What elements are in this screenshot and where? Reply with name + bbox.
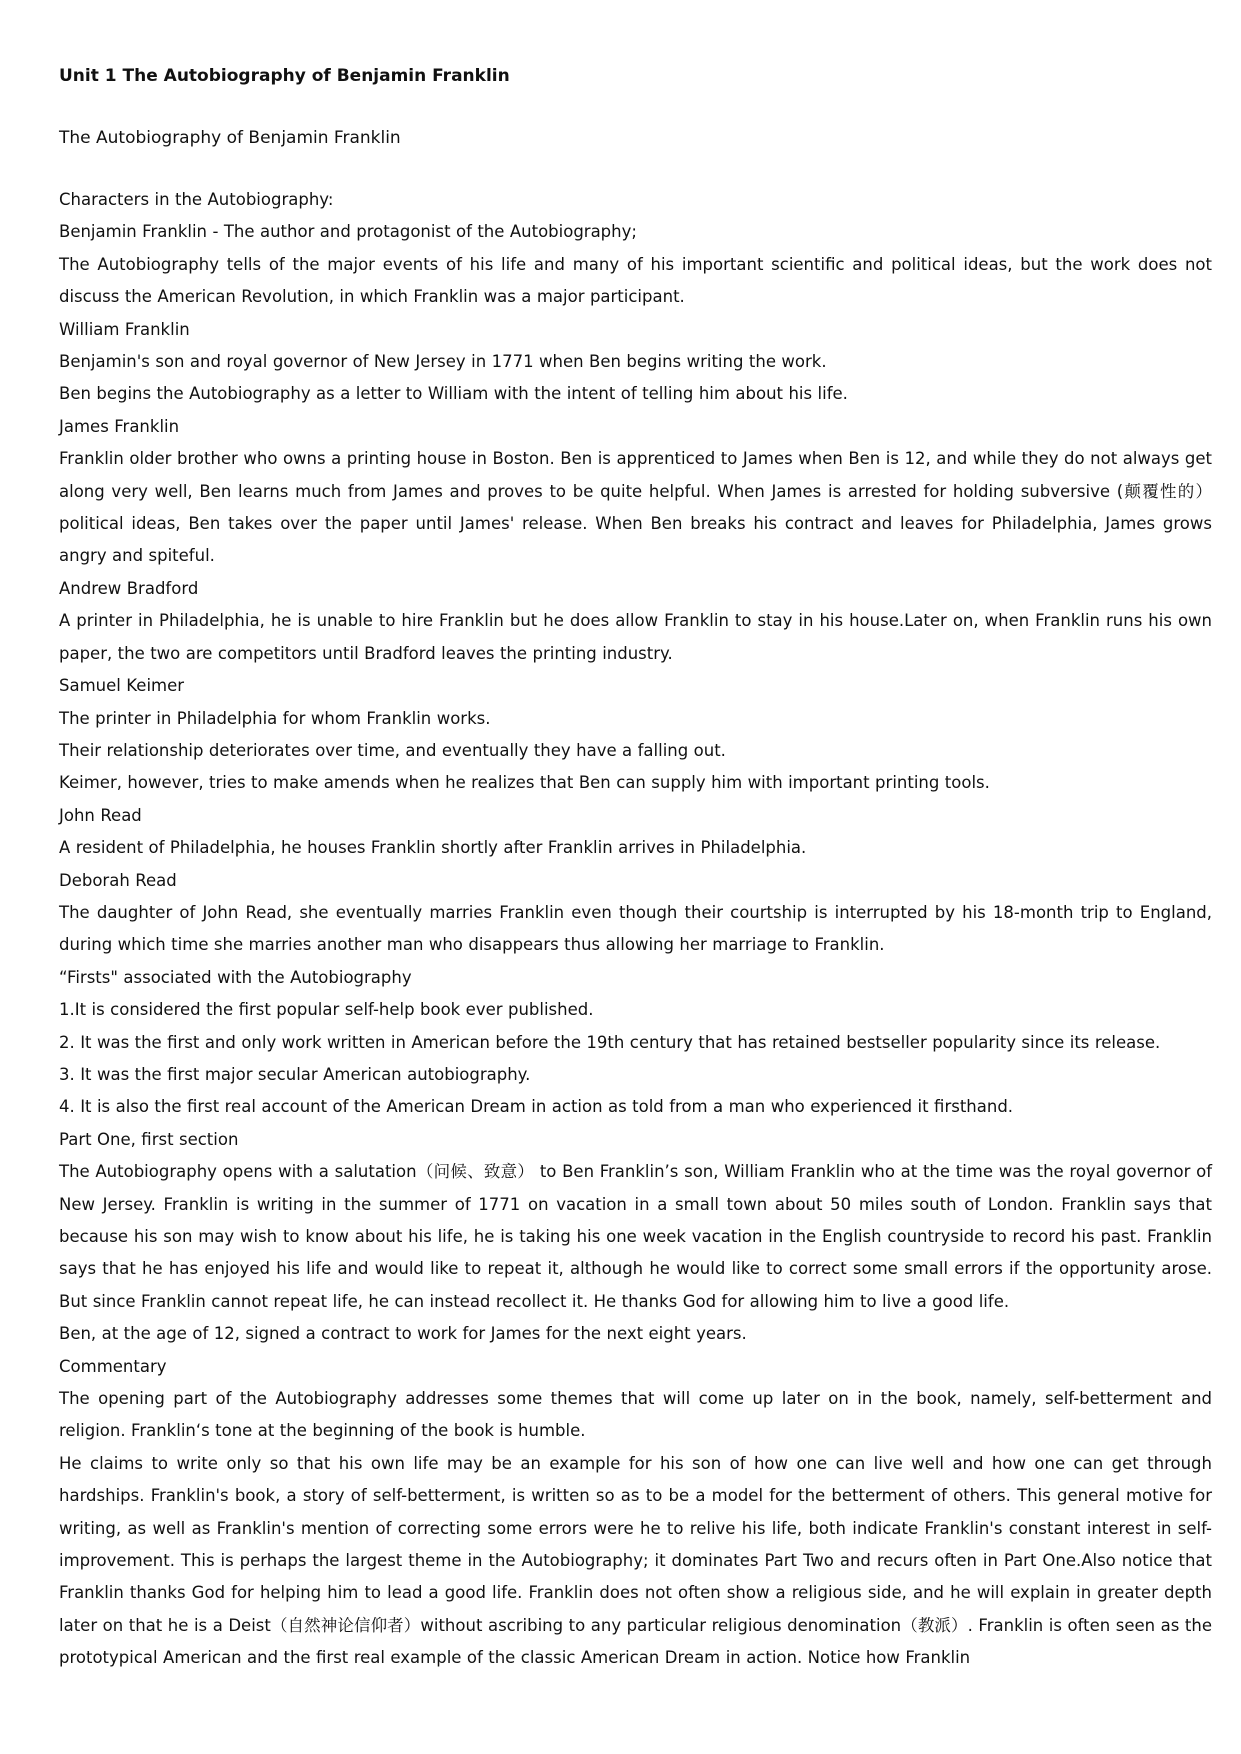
character-heading: Andrew Bradford [59, 578, 199, 598]
character-heading: William Franklin [59, 319, 190, 339]
paragraph: The daughter of John Read, she eventually marries Franklin even though their courtship is interrupted by his 18-month trip to England, during which time she marries another man who disappears thus allowing her marriage to Franklin. [59, 902, 1212, 955]
document-subtitle: The Autobiography of Benjamin Franklin [59, 128, 401, 148]
character-heading: Deborah Read [59, 870, 177, 890]
paragraph: A resident of Philadelphia, he houses Franklin shortly after Franklin arrives in Philadelphia. [59, 838, 807, 858]
character-heading: James Franklin [59, 416, 180, 436]
paragraph: The Autobiography opens with a salutation（问候、致意） to Ben Franklin’s son, William Franklin who at the time was the royal governor of New Jersey. Franklin is writing in the summer of 1771 on vacation in a small town about 50 miles south of London. Franklin says that because his son may wish to know about his life, he is taking his one week vacation in the English countryside to record his past. Franklin says that he has enjoyed his life and would like to repeat it, although he would like to correct some small errors if the opportunity arose. But since Franklin cannot repeat life, he can instead recollect it. He thanks God for allowing him to live a good life. [59, 1162, 1212, 1311]
list-item: 1.It is considered the first popular self-help book ever published. [59, 1000, 594, 1020]
character-heading: John Read [59, 805, 142, 825]
paragraph: Their relationship deteriorates over time, and eventually they have a falling out. [59, 740, 726, 760]
list-item: 4. It is also the first real account of the American Dream in action as told from a man who experienced it firsthand. [59, 1097, 1014, 1117]
paragraph: A printer in Philadelphia, he is unable to hire Franklin but he does allow Franklin to stay in his house.Later on, when Franklin runs his own paper, the two are competitors until Bradford leaves the printing industry. [59, 611, 1212, 663]
section-heading: Commentary [59, 1356, 167, 1376]
document-page [59, 60, 1212, 1675]
paragraph: He claims to write only so that his own life may be an example for his son of how one can live well and how one can get through hardships. Franklin's book, a story of self-betterment, is written so as to be a model for the betterment of others. This general motive for writing, as well as Franklin's mention of correcting some errors were he to relive his life, both indicate Franklin's constant interest in self-improvement. This is perhaps the largest theme in the Autobiography; it dominates Part Two and recurs often in Part One.Also notice that Franklin thanks God for helping him to lead a good life. Franklin does not often show a religious side, and he will explain in greater depth later on that he is a Deist（自然神论信仰者）without ascribing to any particular religious denomination（教派）. Franklin is often seen as the prototypical American and the first real example of the classic American Dream in action. Notice how Franklin [59, 1453, 1212, 1668]
paragraph: Ben begins the Autobiography as a letter to William with the intent of telling him about his life. [59, 384, 848, 404]
list-item: 3. It was the first major secular American autobiography. [59, 1064, 531, 1084]
paragraph: The printer in Philadelphia for whom Franklin works. [59, 708, 491, 728]
paragraph: Ben, at the age of 12, signed a contract to work for James for the next eight years. [59, 1324, 747, 1344]
paragraph: The Autobiography tells of the major events of his life and many of his important scientific and political ideas, but the work does not discuss the American Revolution, in which Franklin was a major participant. [59, 254, 1212, 307]
paragraph: Benjamin Franklin - The author and protagonist of the Autobiography; [59, 222, 637, 242]
section-heading: Part One, first section [59, 1129, 239, 1149]
document-title: Unit 1 The Autobiography of Benjamin Franklin [59, 66, 510, 86]
list-item: 2. It was the first and only work written in American before the 19th century that has retained bestseller popularity since its release. [59, 1032, 1161, 1052]
paragraph: Franklin older brother who owns a printing house in Boston. Ben is apprenticed to James when Ben is 12, and while they do not always get along very well, Ben learns much from James and proves to be quite helpful. When James is arrested for holding subversive (颠覆性的） political ideas, Ben takes over the paper until James' release. When Ben breaks his contract and leaves for Philadelphia, James grows angry and spiteful. [59, 449, 1212, 566]
section-heading: “Firsts" associated with the Autobiography [59, 967, 412, 987]
paragraph: Benjamin's son and royal governor of New Jersey in 1771 when Ben begins writing the work. [59, 352, 827, 372]
character-heading: Samuel Keimer [59, 676, 185, 696]
paragraph: The opening part of the Autobiography addresses some themes that will come up later on in the book, namely, self-betterment and religion. Franklin‘s tone at the beginning of the book is humble. [59, 1389, 1212, 1441]
paragraph: Keimer, however, tries to make amends when he realizes that Ben can supply him with important printing tools. [59, 773, 990, 793]
paragraph: Characters in the Autobiography: [59, 190, 334, 209]
